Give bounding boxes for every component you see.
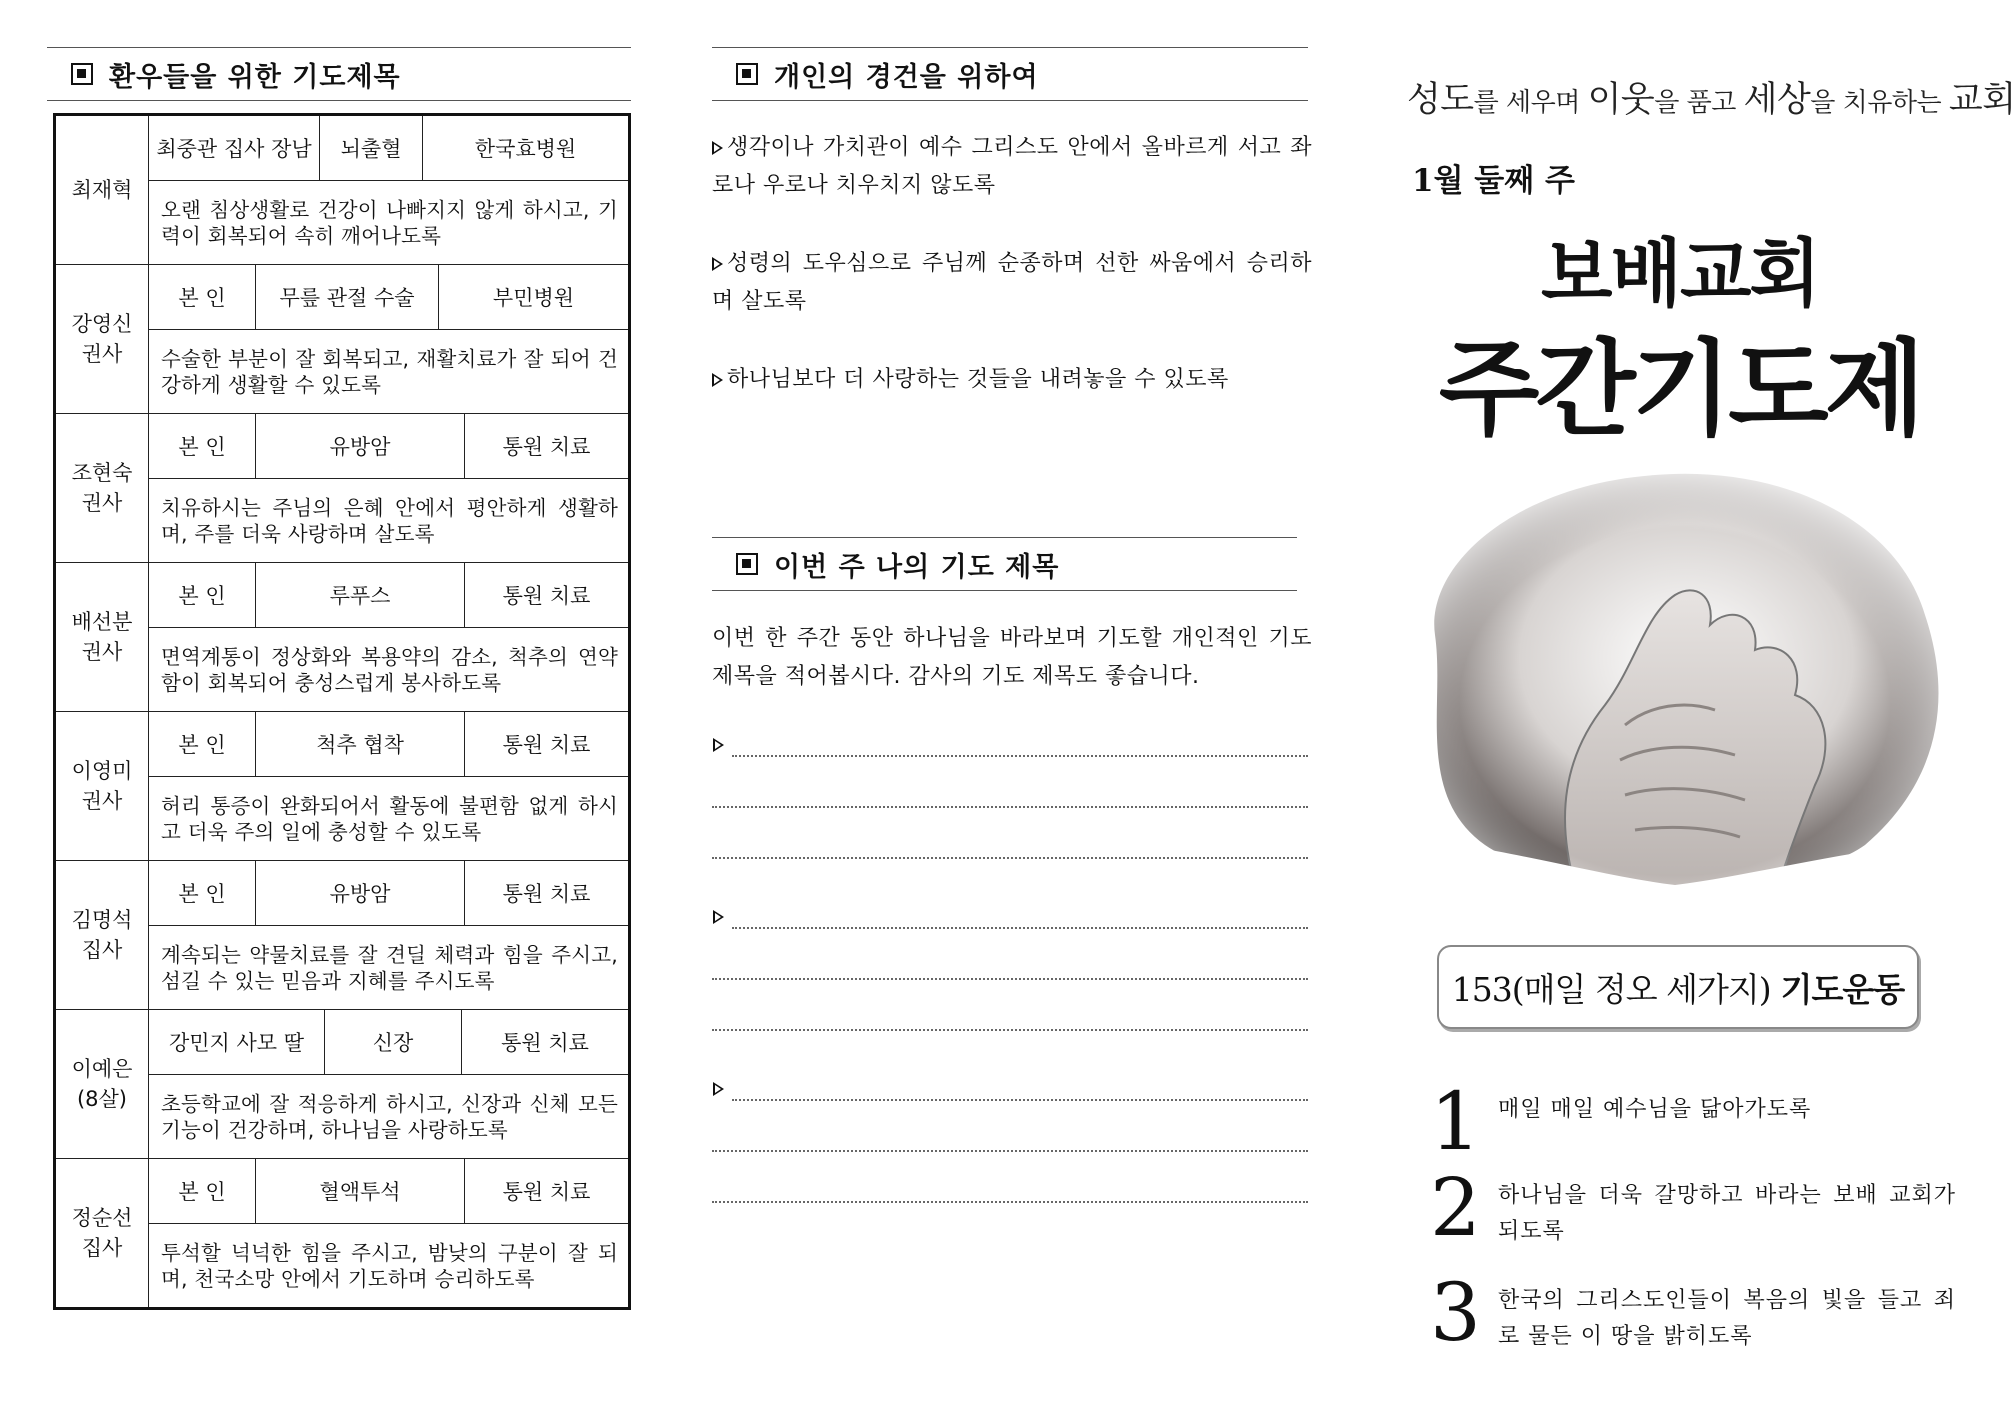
triangle-bullet-icon: [713, 738, 724, 752]
patients-heading-text: 환우들을 위한 기도제목: [109, 61, 401, 93]
patient-relation: 본 인: [149, 563, 256, 627]
goal-number: 1: [1430, 1075, 1481, 1168]
square-bullet-icon: [736, 63, 758, 85]
patient-prayer-request: 면역계통이 정상화와 복용약의 감소, 척추의 연약함이 회복되어 충성스럽게 봉사하도록: [161, 645, 618, 696]
patient-name-cell: [55, 265, 149, 414]
writing-line[interactable]: [712, 1201, 1308, 1203]
writing-line[interactable]: [712, 857, 1308, 859]
slogan-part: 을 품고: [1654, 88, 1744, 118]
writing-line[interactable]: [712, 978, 1308, 980]
patient-condition: 뇌출혈: [320, 116, 423, 180]
writing-line[interactable]: [732, 1099, 1308, 1101]
patient-row: [55, 861, 630, 1010]
patient-name-cell: [55, 1159, 149, 1309]
patient-hospital: 한국효병원: [474, 136, 577, 161]
patient-prayer-request: 허리 통증이 완화되어서 활동에 불편함 없게 하시고 더욱 주의 일에 충성할 수 있도록: [161, 794, 618, 845]
patient-name-cell: [55, 563, 149, 712]
patient-relation: 본 인: [149, 414, 256, 478]
patient-details-cell: [149, 563, 630, 712]
goal-text: 매일 매일 예수님을 닮아가도록: [1498, 1097, 1812, 1122]
prayer-campaign-box: [1437, 945, 1919, 1029]
patient-condition: 혈액투석: [256, 1159, 465, 1223]
patient-name-cell: [55, 712, 149, 861]
patient-details-cell: [149, 414, 630, 563]
slogan-part: 이웃: [1587, 80, 1655, 120]
writing-line[interactable]: [712, 1029, 1308, 1031]
church-slogan: [1407, 72, 2016, 122]
patient-condition: 루푸스: [256, 563, 465, 627]
patient-prayer-request: 투석할 넉넉한 힘을 주시고, 밤낮의 구분이 잘 되며, 천국소망 안에서 기도하며 승리하도록: [161, 1241, 618, 1292]
campaign-bold-text: 기도운동: [1780, 969, 1905, 1009]
patient-row: [55, 712, 630, 861]
patient-name: 강영신 권사: [71, 312, 133, 366]
goal-text: 하나님을 더욱 갈망하고 바라는 보배 교회가 되도록: [1498, 1183, 1956, 1244]
patient-prayer-table: [53, 113, 631, 1310]
campaign-plain-text: 153(매일 정오 세가지): [1451, 969, 1771, 1009]
patient-prayer-request: 수술한 부분이 잘 회복되고, 재활치료가 잘 되어 건강하게 생활할 수 있도록: [161, 347, 618, 398]
patient-name-cell: [55, 414, 149, 563]
goal-number: 3: [1430, 1266, 1481, 1359]
patient-condition: 척추 협착: [256, 712, 465, 776]
patient-hospital: 통원 치료: [501, 1030, 589, 1055]
slogan-part: 세상: [1743, 80, 1811, 120]
church-name: 보배교회: [1541, 231, 1819, 317]
patient-relation: 본 인: [149, 712, 256, 776]
patient-name-cell: [55, 861, 149, 1010]
patient-relation: 본 인: [149, 861, 256, 925]
patient-details-cell: [149, 1010, 630, 1159]
patient-name: 이영미 권사: [71, 759, 133, 813]
patient-name: 배선분 권사: [71, 610, 133, 664]
patient-name: 김명석 집사: [71, 908, 133, 962]
patient-hospital: 통원 치료: [502, 434, 591, 459]
writing-line[interactable]: [712, 806, 1308, 808]
patient-name: 조현숙 권사: [71, 461, 133, 515]
triangle-bullet-icon: [712, 141, 723, 155]
triangle-bullet-icon: [713, 1082, 724, 1096]
square-bullet-icon: [736, 553, 758, 575]
patient-name-cell: [55, 1010, 149, 1159]
devotion-item: 생각이나 가치관이 예수 그리스도 안에서 올바르게 서고 좌로나 우로나 치우치지 않도록: [712, 135, 1312, 198]
patient-row: [55, 563, 630, 712]
patient-details-cell: [149, 265, 630, 414]
patient-hospital: 통원 치료: [502, 732, 591, 757]
patient-hospital: 부민병원: [492, 285, 575, 310]
goal-number: 2: [1430, 1161, 1481, 1254]
patient-details-cell: [149, 1159, 630, 1309]
devotion-item: 성령의 도우심으로 주님께 순종하며 선한 싸움에서 승리하며 살도록: [712, 251, 1312, 314]
patient-details-cell: [149, 861, 630, 1010]
my-prayer-heading-text: 이번 주 나의 기도 제목: [774, 551, 1060, 583]
triangle-bullet-icon: [712, 257, 723, 271]
patient-prayer-request: 초등학교에 잘 적응하게 하시고, 신장과 신체 모든 기능이 건강하며, 하나님을 사랑하도록: [161, 1092, 618, 1143]
patient-name-cell: [55, 115, 149, 265]
patient-details-cell: [149, 115, 630, 265]
patient-relation: 본 인: [149, 1159, 256, 1223]
patient-name: 이예은 (8살): [71, 1057, 133, 1111]
devotion-heading-text: 개인의 경건을 위하여: [774, 61, 1039, 93]
patient-name: 정순선 집사: [71, 1206, 133, 1260]
writing-line[interactable]: [732, 755, 1308, 757]
patient-hospital: 통원 치료: [502, 881, 591, 906]
patient-details-cell: [149, 712, 630, 861]
patient-prayer-request: 계속되는 약물치료를 잘 견딜 체력과 힘을 주시고, 섬길 수 있는 믿음과 지혜를 주시도록: [161, 943, 618, 994]
patient-hospital: 통원 치료: [502, 1179, 591, 1204]
patient-row: [55, 265, 630, 414]
square-bullet-icon: [71, 63, 93, 85]
patient-row: [55, 115, 630, 265]
patients-heading: [47, 47, 631, 101]
patient-row: [55, 1010, 630, 1159]
patient-row: [55, 414, 630, 563]
my-prayer-intro: 이번 한 주간 동안 하나님을 바라보며 기도할 개인적인 기도 제목을 적어봅시다. 감사의 기도 제목도 좋습니다.: [712, 626, 1312, 689]
patient-relation: 최중관 집사 장남: [149, 116, 320, 180]
patient-prayer-request: 치유하시는 주님의 은혜 안에서 평안하게 생활하며, 주를 더욱 사랑하며 살도록: [161, 496, 618, 547]
slogan-part: 교회: [1948, 80, 2016, 120]
patient-prayer-request: 오랜 침상생활로 건강이 나빠지지 않게 하시고, 기력이 회복되어 속히 깨어나도록: [161, 198, 618, 249]
goal-text: 한국의 그리스도인들이 복음의 빛을 들고 죄로 물든 이 땅을 밝히도록: [1498, 1288, 1956, 1349]
writing-line[interactable]: [732, 927, 1308, 929]
patient-hospital: 통원 치료: [502, 583, 591, 608]
patient-relation: 강민지 사모 딸: [149, 1010, 325, 1074]
slogan-part: 성도: [1407, 80, 1474, 120]
slogan-part: 을 치유하는: [1810, 88, 1949, 118]
devotion-heading: [712, 47, 1308, 101]
praying-hands-image: [1395, 455, 1955, 905]
bulletin-title: 주간기도제: [1438, 328, 1922, 450]
my-prayer-heading: [712, 537, 1297, 591]
patient-relation: 본 인: [149, 265, 256, 329]
patient-row: [55, 1159, 630, 1309]
week-label: 1월 둘째 주: [1412, 163, 1575, 199]
slogan-part: 를 세우며: [1473, 88, 1588, 118]
patient-condition: 유방암: [256, 414, 465, 478]
patient-condition: 유방암: [256, 861, 465, 925]
writing-line[interactable]: [712, 1150, 1308, 1152]
devotion-item: 하나님보다 더 사랑하는 것들을 내려놓을 수 있도록: [712, 361, 1312, 399]
patient-condition: 신장: [325, 1010, 462, 1074]
triangle-bullet-icon: [713, 910, 724, 924]
triangle-bullet-icon: [712, 373, 723, 387]
patient-condition: 무릎 관절 수술: [256, 265, 439, 329]
patient-name: 최재혁: [71, 178, 133, 202]
